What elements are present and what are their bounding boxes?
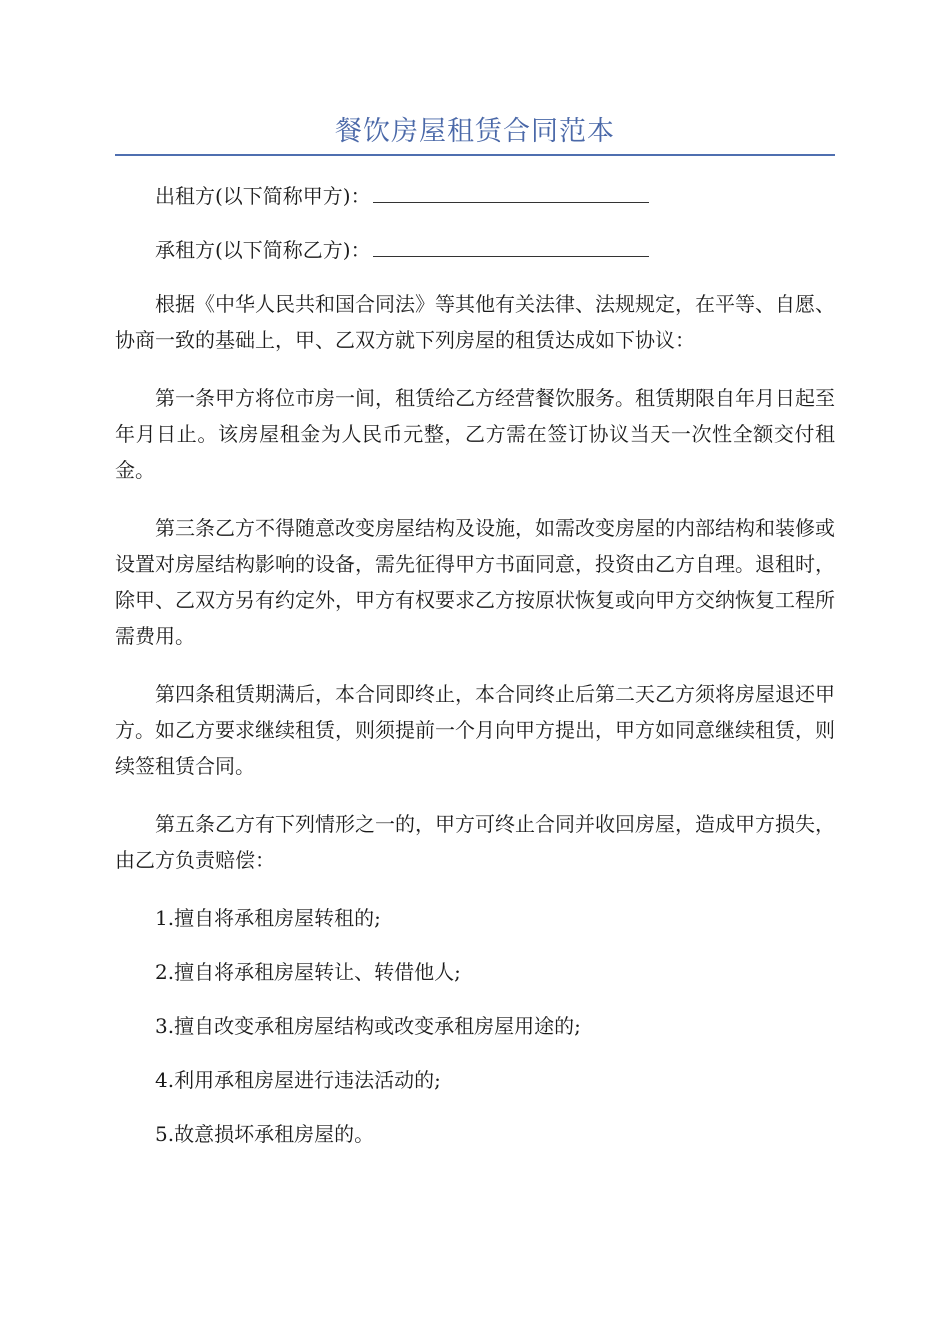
party-a-line (115, 178, 835, 214)
party-b-label: 承租方(以下简称乙方)： (155, 238, 371, 262)
clause-5-paragraph: 第五条乙方有下列情形之一的，甲方可终止合同并收回房屋，造成甲方损失，由乙方负责赔偿： (115, 812, 835, 872)
preamble-paragraph: 根据《中华人民共和国合同法》等其他有关法律、法规规定，在平等、自愿、协商一致的基础上，甲、乙双方就下列房屋的租赁达成如下协议： (115, 292, 835, 352)
document-title: 餐饮房屋租赁合同范本 (335, 116, 615, 147)
clause-4-paragraph: 第四条租赁期满后，本合同即终止，本合同终止后第二天乙方须将房屋退还甲方。如乙方要求继续租赁，则须提前一个月向甲方提出，甲方如同意继续租赁，则续签租赁合同。 (115, 682, 835, 778)
list-item: 4.利用承租房屋进行违法活动的; (155, 1068, 441, 1092)
list-item: 1.擅自将承租房屋转租的; (155, 906, 381, 930)
document-body (115, 178, 835, 1170)
party-b-blank (373, 238, 649, 257)
list-item: 3.擅自改变承租房屋结构或改变承租房屋用途的; (155, 1014, 581, 1038)
party-a-blank (373, 184, 649, 203)
party-a-label: 出租方(以下简称甲方)： (155, 184, 371, 208)
clause-1-paragraph: 第一条甲方将位市房一间，租赁给乙方经营餐饮服务。租赁期限自年月日起至年月日止。该房屋租金为人民币元整，乙方需在签订协议当天一次性全额交付租金。 (115, 386, 835, 482)
list-item: 5.故意损坏承租房屋的。 (155, 1122, 375, 1146)
list-item: 2.擅自将承租房屋转让、转借他人; (155, 960, 461, 984)
title-divider (115, 154, 835, 156)
clause-3-paragraph: 第三条乙方不得随意改变房屋结构及设施，如需改变房屋的内部结构和装修或设置对房屋结构影响的设备，需先征得甲方书面同意，投资由乙方自理。退租时，除甲、乙双方另有约定外，甲方有权要求乙方按原状恢复或向甲方交纳恢复工程所需费用。 (115, 516, 835, 648)
party-b-line (115, 232, 835, 268)
